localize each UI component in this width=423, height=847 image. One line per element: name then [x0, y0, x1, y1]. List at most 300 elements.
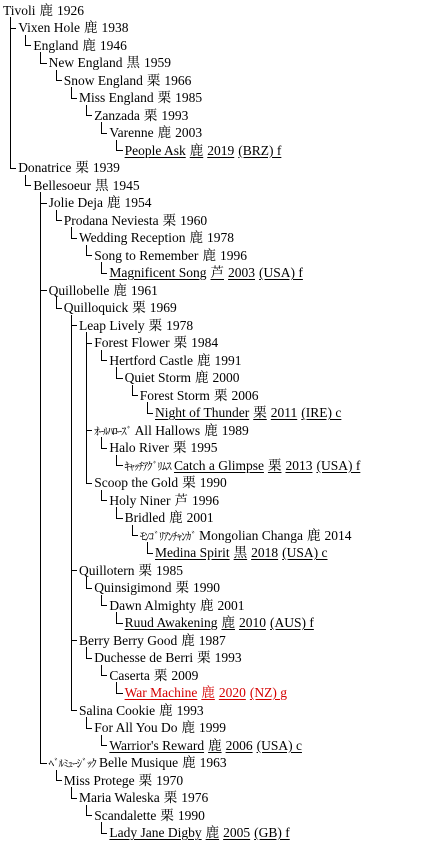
tree-connector-horizontal	[25, 45, 31, 46]
tree-connector-horizontal	[40, 203, 46, 204]
horse-name: Song to Remember	[94, 247, 199, 263]
tree-connector-horizontal	[147, 553, 153, 554]
tree-connector-vertical	[86, 805, 87, 816]
horse-name: Miss Protege	[63, 772, 135, 788]
tree-connector-horizontal	[86, 658, 92, 659]
horse-details	[264, 458, 360, 473]
horse-details	[210, 388, 259, 403]
horse-name: Vixen Hole	[18, 20, 80, 35]
tree-connector-horizontal	[86, 343, 92, 344]
birth-year: 1993	[161, 107, 189, 123]
tree-connector-horizontal	[101, 605, 107, 606]
tree-connector-vertical	[132, 385, 133, 396]
birth-year: 1995	[190, 440, 218, 455]
horse-details	[36, 3, 85, 18]
tree-connector-horizontal	[40, 290, 46, 291]
horse-name: Tivoli	[3, 2, 36, 18]
coat-color: 鹿	[202, 247, 216, 263]
tree-connector-horizontal	[86, 815, 92, 816]
pedigree-row	[140, 387, 259, 405]
tree-connector-horizontal	[71, 570, 77, 571]
pedigree-row	[140, 527, 352, 545]
birth-year: 1984	[191, 335, 219, 350]
birth-year: 1978	[166, 317, 194, 333]
pedigree-row	[109, 597, 244, 615]
tree-connector-vertical	[71, 787, 72, 798]
coat-color: 鹿	[39, 2, 54, 18]
tree-connector-vertical	[56, 297, 57, 308]
coat-color: 栗	[132, 300, 146, 315]
tree-connector-vertical	[10, 17, 11, 168]
coat-color: 鹿	[182, 755, 196, 770]
birth-year: 1989	[221, 422, 249, 438]
horse-name: Snow England	[63, 72, 143, 88]
horse-name: Prodana Neviesta	[63, 212, 159, 228]
horse-name: Forest Storm	[139, 387, 210, 403]
pedigree-row	[18, 159, 120, 177]
birth-year: 2006	[225, 737, 253, 753]
tree-connector-horizontal	[101, 360, 107, 361]
horse-name: Wedding Reception	[79, 230, 186, 245]
pedigree-row	[109, 492, 219, 510]
horse-name: Medina Spirit	[155, 545, 230, 560]
coat-color: 鹿	[197, 352, 211, 368]
tree-connector-horizontal	[86, 483, 92, 484]
tree-connector-vertical	[86, 245, 87, 256]
pedigree-row	[79, 317, 193, 335]
pedigree-row	[18, 19, 128, 37]
tree-connector-vertical	[86, 647, 87, 658]
coat-color: 鹿	[181, 632, 195, 648]
horse-details	[230, 545, 328, 560]
horse-details	[145, 318, 194, 333]
tree-connector-horizontal	[101, 833, 107, 834]
pedigree-row	[109, 824, 289, 842]
birth-year: 1990	[199, 475, 227, 490]
coat-color: 鹿	[113, 282, 127, 298]
horse-details	[103, 195, 152, 210]
pedigree-row	[94, 719, 226, 737]
pedigree-row	[109, 667, 198, 685]
tree-connector-horizontal	[116, 623, 122, 624]
horse-details	[122, 55, 171, 70]
tree-connector-horizontal	[86, 430, 92, 431]
birth-year: 1945	[112, 177, 140, 193]
horse-name: Forest Flower	[94, 335, 170, 350]
pedigree-row	[109, 352, 241, 370]
pedigree-row	[79, 789, 208, 807]
horse-details	[165, 510, 214, 525]
horse-details	[197, 685, 287, 700]
coat-color: 栗	[148, 317, 163, 333]
horse-details	[128, 300, 177, 315]
horse-details	[80, 20, 129, 35]
tree-connector-vertical	[147, 542, 148, 553]
birth-year: 2003	[228, 265, 256, 280]
horse-name: Bellesoeur	[33, 177, 92, 193]
birth-year: 2020	[218, 685, 246, 700]
horse-name: Quillobelle	[48, 282, 110, 298]
coat-color: 栗	[197, 650, 211, 665]
coat-color: 栗	[175, 580, 189, 595]
pedigree-row	[94, 334, 218, 352]
tree-connector-vertical	[40, 52, 41, 63]
origin-sex-tag: (USA) f	[259, 265, 303, 280]
tree-connector-vertical	[116, 682, 117, 693]
birth-year: 2011	[270, 405, 298, 420]
tree-connector-vertical	[132, 525, 133, 536]
birth-year: 1993	[214, 650, 242, 665]
horse-name: For All You Do	[94, 720, 178, 735]
horse-details	[140, 108, 189, 123]
pedigree-row	[94, 422, 249, 440]
horse-name: Hertford Castle	[109, 352, 193, 368]
coat-color: 鹿	[221, 615, 235, 630]
pedigree-row	[94, 107, 188, 125]
horse-katakana-name: ｵｰﾙﾊﾛｰｽﾞ	[94, 425, 132, 438]
tree-connector-vertical	[101, 262, 102, 273]
tree-connector-horizontal	[147, 413, 153, 414]
origin-sex-tag: (GB) f	[254, 825, 290, 840]
tree-connector-horizontal	[116, 518, 122, 519]
horse-name: Lady Jane Digby	[109, 825, 202, 840]
tree-connector-horizontal	[132, 535, 138, 536]
tree-connector-horizontal	[116, 465, 122, 466]
pedigree-row	[49, 282, 158, 300]
horse-details	[109, 283, 158, 298]
pedigree-row	[94, 579, 220, 597]
birth-year: 1990	[177, 807, 205, 823]
birth-year: 1976	[181, 790, 209, 805]
horse-name: Quilloquick	[63, 300, 129, 315]
pedigree-row	[94, 247, 247, 265]
pedigree-row	[125, 684, 287, 702]
tree-connector-horizontal	[56, 780, 62, 781]
pedigree-row	[125, 614, 314, 632]
horse-details	[177, 633, 226, 648]
pedigree-row	[33, 37, 127, 55]
birth-year: 2005	[223, 825, 251, 840]
coat-color: 鹿	[189, 142, 204, 158]
pedigree-row	[79, 702, 204, 720]
horse-details	[154, 90, 203, 105]
tree-connector-vertical	[101, 735, 102, 746]
horse-name: Belle Musique	[98, 755, 179, 770]
birth-year: 2013	[285, 457, 313, 473]
coat-color: 鹿	[157, 125, 172, 140]
tree-connector-vertical	[101, 595, 102, 606]
tree-connector-vertical	[56, 70, 57, 81]
horse-name: England	[33, 37, 79, 53]
pedigree-row	[49, 754, 227, 772]
origin-sex-tag: (USA) c	[256, 737, 302, 753]
birth-year: 1991	[214, 352, 242, 368]
horse-name: All Hallows	[134, 422, 201, 438]
horse-details	[91, 178, 140, 193]
tree-connector-horizontal	[86, 728, 92, 729]
tree-connector-horizontal	[101, 133, 107, 134]
tree-connector-horizontal	[10, 168, 16, 169]
horse-name: Holy Niner	[109, 492, 171, 508]
coat-color: 鹿	[106, 195, 121, 210]
tree-connector-vertical	[116, 367, 117, 378]
horse-name: New England	[48, 55, 123, 70]
horse-details	[303, 528, 352, 543]
horse-name: Berry Berry Good	[79, 632, 178, 648]
coat-color: 黒	[95, 177, 109, 193]
birth-year: 2001	[186, 510, 214, 525]
horse-name: Dawn Almighty	[109, 597, 197, 613]
coat-color: 栗	[253, 405, 267, 420]
birth-year: 1970	[156, 772, 184, 788]
birth-year: 2003	[175, 125, 203, 140]
pedigree-row	[155, 404, 341, 422]
horse-name: Caserta	[109, 667, 150, 683]
horse-name: Varenne	[109, 125, 154, 140]
birth-year: 1978	[207, 230, 235, 245]
pedigree-row	[109, 737, 302, 755]
coat-color: 鹿	[82, 37, 96, 53]
tree-connector-horizontal	[116, 693, 122, 694]
birth-year: 1996	[192, 492, 220, 508]
tree-connector-horizontal	[71, 798, 77, 799]
pedigree-row	[94, 649, 241, 667]
horse-name: Mongolian Changa	[199, 527, 304, 543]
coat-color: 栗	[267, 457, 282, 473]
horse-name: Quillotern	[79, 562, 135, 578]
birth-year: 2010	[238, 615, 266, 630]
coat-color: 芦	[174, 492, 189, 508]
horse-details	[177, 720, 226, 735]
coat-color: 鹿	[200, 597, 214, 613]
tree-connector-vertical	[101, 822, 102, 833]
tree-connector-vertical	[101, 437, 102, 448]
tree-connector-horizontal	[101, 745, 107, 746]
horse-details	[135, 563, 184, 578]
coat-color: 栗	[138, 772, 153, 788]
horse-name: Ruud Awakening	[124, 615, 218, 630]
tree-connector-horizontal	[71, 710, 77, 711]
horse-name: Leap Lively	[79, 317, 145, 333]
coat-color: 鹿	[189, 230, 204, 245]
origin-sex-tag: (USA) f	[316, 457, 361, 473]
horse-name: Night of Thunder	[155, 405, 250, 420]
tree-connector-vertical	[101, 490, 102, 501]
tree-connector-horizontal	[116, 378, 122, 379]
tree-connector-vertical	[101, 665, 102, 676]
coat-color: 鹿	[194, 370, 209, 385]
horse-details	[135, 773, 184, 788]
horse-details	[150, 668, 199, 683]
birth-year: 1985	[175, 90, 203, 105]
birth-year: 1963	[199, 755, 227, 770]
pedigree-row	[155, 544, 328, 562]
pedigree-row	[3, 2, 84, 20]
birth-year: 1946	[99, 37, 127, 53]
coat-color: 鹿	[159, 702, 173, 718]
tree-connector-vertical	[86, 717, 87, 728]
tree-connector-vertical	[147, 402, 148, 413]
tree-connector-horizontal	[25, 185, 31, 186]
coat-color: 黒	[126, 55, 140, 70]
birth-year: 1969	[149, 300, 177, 315]
coat-color: 黒	[233, 545, 248, 560]
coat-color: 芦	[210, 265, 225, 280]
horse-details	[160, 790, 209, 805]
tree-connector-horizontal	[56, 308, 62, 309]
horse-details	[204, 738, 302, 753]
tree-connector-vertical	[86, 332, 87, 483]
tree-connector-vertical	[40, 192, 41, 763]
origin-sex-tag: (BRZ) f	[238, 142, 282, 158]
pedigree-row	[79, 632, 226, 650]
horse-name: Scoop the Gold	[94, 475, 179, 490]
horse-details	[169, 440, 218, 455]
pedigree-row	[94, 474, 227, 492]
tree-connector-vertical	[25, 175, 26, 186]
tree-connector-vertical	[101, 122, 102, 133]
pedigree-row	[79, 229, 234, 247]
coat-color: 栗	[138, 562, 152, 578]
tree-connector-horizontal	[101, 675, 107, 676]
horse-details	[186, 143, 282, 158]
horse-katakana-name: ｷｬｯﾁｱｸﾞﾘﾑｽ	[124, 460, 171, 473]
coat-color: 栗	[162, 212, 177, 228]
horse-katakana-name: ﾓﾝｺﾞﾘｱﾝﾁｬﾝｶﾞ	[139, 530, 196, 543]
birth-year: 2006	[231, 387, 259, 403]
tree-connector-vertical	[71, 227, 72, 238]
origin-sex-tag: (NZ) g	[249, 685, 287, 700]
coat-color: 鹿	[208, 737, 222, 753]
pedigree-row	[33, 177, 139, 195]
horse-name: Zanzada	[94, 107, 140, 123]
pedigree-row	[125, 142, 282, 160]
tree-connector-horizontal	[71, 325, 77, 326]
horse-name: Quinsigimond	[94, 580, 172, 595]
pedigree-row	[125, 369, 240, 387]
tree-connector-horizontal	[86, 588, 92, 589]
birth-year: 1959	[143, 55, 171, 70]
pedigree-row	[64, 772, 183, 790]
coat-color: 栗	[160, 807, 174, 823]
tree-connector-vertical	[116, 455, 117, 466]
horse-details	[155, 703, 204, 718]
tree-connector-horizontal	[56, 80, 62, 81]
horse-details	[193, 353, 242, 368]
origin-sex-tag: (USA) c	[282, 545, 328, 560]
pedigree-row	[94, 807, 205, 825]
tree-connector-horizontal	[101, 273, 107, 274]
birth-year: 1960	[180, 212, 208, 228]
pedigree-row	[64, 299, 177, 317]
tree-connector-horizontal	[40, 63, 46, 64]
horse-details	[154, 125, 203, 140]
horse-details	[170, 335, 219, 350]
horse-details	[249, 405, 341, 420]
birth-year: 2019	[207, 142, 235, 158]
horse-katakana-name: ﾍﾞﾙﾐｭｰｼﾞｯｸ	[48, 758, 96, 770]
horse-details	[217, 615, 313, 630]
horse-details	[196, 598, 245, 613]
tree-connector-horizontal	[132, 395, 138, 396]
horse-details	[143, 73, 192, 88]
tree-connector-horizontal	[10, 28, 16, 29]
horse-details	[171, 493, 220, 508]
coat-color: 栗	[173, 440, 187, 455]
tree-connector-horizontal	[86, 255, 92, 256]
horse-details	[186, 230, 235, 245]
horse-name: Salina Cookie	[79, 702, 156, 718]
tree-connector-horizontal	[40, 763, 46, 764]
birth-year: 1985	[156, 562, 183, 578]
birth-year: 2000	[212, 370, 240, 385]
origin-sex-tag: (AUS) f	[269, 615, 314, 630]
horse-name: Miss England	[79, 90, 154, 105]
birth-year: 2018	[251, 545, 279, 560]
horse-details	[202, 825, 290, 840]
origin-sex-tag: (IRE) c	[301, 405, 342, 420]
coat-color: 栗	[182, 475, 196, 490]
coat-color: 鹿	[204, 422, 218, 438]
tree-connector-vertical	[116, 507, 117, 518]
tree-connector-horizontal	[101, 500, 107, 501]
birth-year: 1954	[124, 195, 152, 210]
birth-year: 1926	[57, 2, 85, 18]
tree-connector-vertical	[101, 350, 102, 361]
tree-connector-vertical	[116, 612, 117, 623]
tree-connector-horizontal	[56, 220, 62, 221]
horse-details	[159, 213, 208, 228]
horse-name: Scandalette	[94, 807, 157, 823]
horse-name: Duchesse de Berri	[94, 650, 194, 665]
horse-details	[191, 370, 240, 385]
birth-year: 1987	[198, 632, 226, 648]
coat-color: 栗	[173, 335, 188, 350]
tree-connector-vertical	[71, 87, 72, 98]
birth-year: 1990	[192, 580, 220, 595]
horse-name: Catch a Glimpse	[173, 457, 264, 473]
tree-connector-vertical	[56, 210, 57, 221]
coat-color: 栗	[153, 667, 168, 683]
pedigree-row	[79, 89, 202, 107]
tree-connector-vertical	[71, 315, 72, 711]
horse-name: Warrior's Reward	[109, 737, 205, 753]
birth-year: 2014	[324, 527, 352, 543]
coat-color: 鹿	[201, 685, 215, 700]
tree-connector-horizontal	[116, 150, 122, 151]
coat-color: 栗	[146, 72, 161, 88]
tree-connector-vertical	[25, 35, 26, 46]
coat-color: 鹿	[169, 510, 183, 525]
coat-color: 栗	[143, 107, 158, 123]
horse-name: Maria Waleska	[79, 790, 160, 805]
horse-details	[200, 423, 249, 438]
birth-year: 1999	[198, 720, 226, 735]
horse-name: Quiet Storm	[124, 370, 191, 385]
pedigree-row	[49, 54, 171, 72]
pedigree-row	[125, 509, 214, 527]
tree-connector-vertical	[86, 577, 87, 588]
horse-details	[71, 160, 120, 175]
birth-year: 1939	[92, 160, 120, 175]
tree-connector-vertical	[116, 140, 117, 151]
coat-color: 鹿	[84, 20, 98, 35]
coat-color: 鹿	[181, 720, 195, 735]
horse-name: War Machine	[124, 685, 198, 700]
pedigree-row	[109, 264, 303, 282]
horse-details	[198, 248, 247, 263]
horse-details	[193, 650, 242, 665]
